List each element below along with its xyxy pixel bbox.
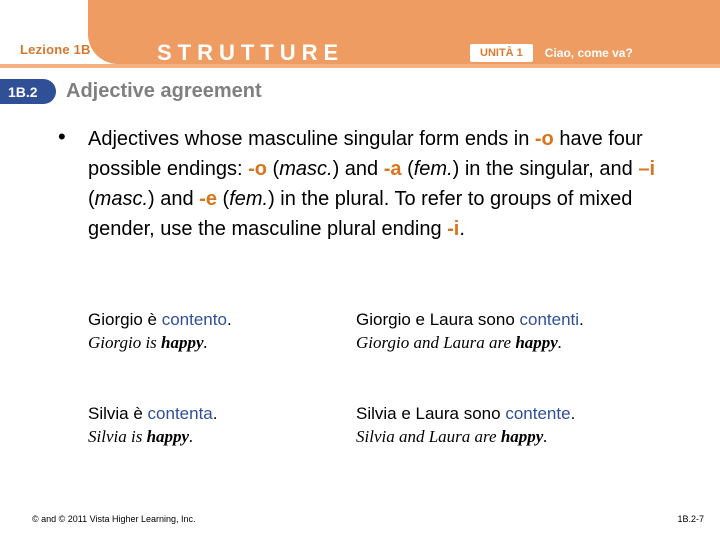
copyright-notice: © and © 2011 Vista Higher Learning, Inc. — [32, 514, 196, 524]
ending-highlight: -o — [248, 158, 267, 180]
bullet-text-segment: ( — [267, 158, 280, 180]
example-adjective: contento — [161, 310, 227, 329]
gender-abbrev: fem. — [413, 158, 453, 180]
bullet-text-segment: ) in the singular, and — [452, 158, 639, 180]
example-english-text: . — [189, 427, 194, 446]
bullet-text-segment: ) in the plural. To refer to groups of mixed gender, use the masculine plural ending — [88, 188, 633, 240]
example-italian-text: . — [570, 404, 576, 423]
gender-abbrev: masc. — [279, 158, 333, 180]
bullet-text-segment: Adjectives whose masculine singular form ends in — [88, 128, 535, 150]
section-number-badge: 1B.2 — [0, 79, 56, 104]
unit-tag: UNITÀ 1 — [470, 44, 533, 62]
example-italian-text: Silvia e Laura sono — [356, 404, 506, 423]
bullet-text-segment: ( — [88, 188, 95, 210]
example-italian-text: . — [226, 310, 232, 329]
example-adjective: contente — [505, 404, 571, 423]
example-italian-text: Silvia è — [88, 404, 148, 423]
example-english — [356, 426, 676, 448]
bullet-text-segment: ( — [216, 188, 230, 210]
example-english-text: Giorgio is — [88, 333, 162, 352]
unit-indicator — [470, 44, 633, 62]
gender-abbrev: fem. — [229, 188, 269, 210]
example-adjective: contenta — [147, 404, 213, 423]
example-english — [356, 332, 676, 354]
example-italian-text: Giorgio e Laura sono — [356, 310, 520, 329]
example-italian-text: . — [579, 310, 584, 329]
gender-abbrev: masc. — [94, 188, 149, 210]
ending-highlight: –i — [638, 158, 656, 180]
bullet-text-segment: ) and — [148, 188, 200, 210]
unit-title: Ciao, come va? — [544, 46, 633, 60]
ending-highlight: -a — [383, 158, 402, 180]
example-english-text: . — [203, 333, 208, 352]
bullet-text-segment: ( — [401, 158, 414, 180]
bullet-paragraph — [88, 124, 688, 244]
ending-highlight: -e — [199, 188, 217, 210]
example-fem-plural — [356, 402, 676, 448]
example-english-text: Silvia is — [88, 427, 147, 446]
example-italian — [356, 402, 676, 426]
ending-highlight: -i — [447, 218, 460, 240]
bullet-text-segment: . — [459, 218, 465, 240]
example-english-adjective: happy — [500, 427, 544, 446]
ending-highlight: -o — [534, 128, 554, 150]
example-english-adjective: happy — [146, 427, 190, 446]
example-english-adjective: happy — [161, 333, 204, 352]
example-english-adjective: happy — [515, 333, 558, 352]
example-italian-text: Giorgio è — [88, 310, 162, 329]
example-english-text: . — [543, 427, 548, 446]
example-italian — [356, 308, 676, 332]
page-number: 1B.2-7 — [677, 514, 704, 524]
example-adjective: contenti — [519, 310, 580, 329]
example-english-text: Giorgio and Laura are — [356, 333, 516, 352]
bullet-text-segment: ) and — [332, 158, 384, 180]
example-italian-text: . — [212, 404, 218, 423]
example-english-text: . — [557, 333, 563, 352]
example-english-text: Silvia and Laura are — [356, 427, 501, 446]
section-title: Adjective agreement — [66, 80, 262, 102]
bullet-text-segment: have four possible endings: — [88, 128, 643, 180]
bullet-icon: • — [58, 124, 66, 149]
lesson-label: Lezione 1B — [20, 42, 91, 57]
header-divider — [0, 64, 720, 68]
section-category-label: STRUTTURE — [157, 40, 345, 65]
example-masc-plural — [356, 308, 676, 354]
